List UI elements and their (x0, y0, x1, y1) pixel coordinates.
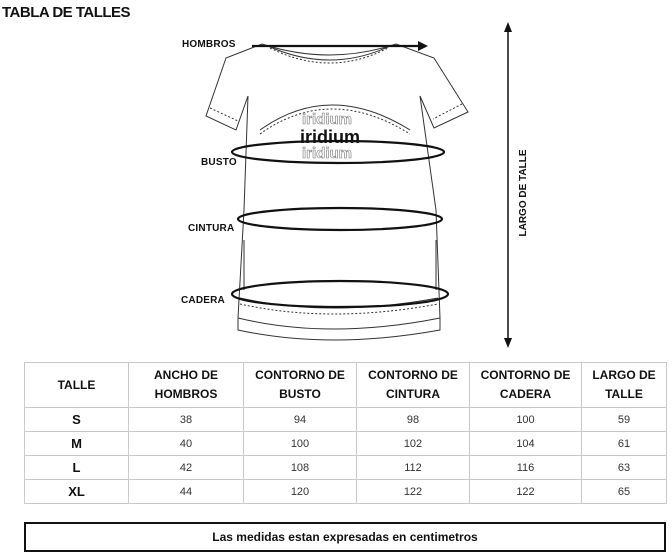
hip-measure-ellipse (232, 281, 448, 307)
value-cell: 100 (470, 408, 582, 432)
value-cell: 104 (470, 432, 582, 456)
iridium-logo (300, 111, 360, 162)
value-cell: 102 (357, 432, 470, 456)
header-talle: TALLE (25, 363, 129, 408)
value-cell: 112 (357, 456, 470, 480)
table-header-row (25, 363, 667, 408)
value-cell: 108 (244, 456, 357, 480)
label-largo-de-talle: LARGO DE TALLE (518, 149, 529, 237)
units-note: Las medidas estan expresadas en centimetros (24, 522, 666, 552)
tshirt-outline (206, 44, 468, 340)
value-cell: 65 (582, 480, 667, 504)
label-cadera: CADERA (181, 295, 225, 306)
table-row (25, 432, 667, 456)
table-row (25, 480, 667, 504)
label-cintura: CINTURA (188, 223, 235, 234)
header-contorno-busto: CONTORNO DE BUSTO (244, 363, 357, 408)
header-contorno-cadera: CONTORNO DE CADERA (470, 363, 582, 408)
value-cell: 122 (357, 480, 470, 504)
value-cell: 40 (129, 432, 244, 456)
value-cell: 98 (357, 408, 470, 432)
value-cell: 59 (582, 408, 667, 432)
value-cell: 122 (470, 480, 582, 504)
size-table (24, 362, 667, 504)
size-cell: S (25, 408, 129, 432)
header-ancho-hombros: ANCHO DE HOMBROS (129, 363, 244, 408)
waist-measure-ellipse (238, 208, 442, 230)
arrow-up-icon (504, 22, 512, 32)
measure-lines (232, 41, 448, 307)
svg-text:iridium: iridium (302, 145, 353, 162)
header-contorno-cintura: CONTORNO DE CINTURA (357, 363, 470, 408)
size-cell: M (25, 432, 129, 456)
svg-text:iridium: iridium (300, 127, 361, 147)
value-cell: 61 (582, 432, 667, 456)
svg-text:iridium: iridium (302, 111, 353, 128)
value-cell: 38 (129, 408, 244, 432)
page-title: TABLA DE TALLES (2, 4, 131, 21)
size-cell: L (25, 456, 129, 480)
value-cell: 100 (244, 432, 357, 456)
length-arrow (504, 22, 512, 348)
arrow-right-icon (418, 41, 428, 51)
label-busto: BUSTO (201, 157, 237, 168)
label-hombros: HOMBROS (182, 39, 236, 50)
value-cell: 116 (470, 456, 582, 480)
header-largo-talle: LARGO DE TALLE (582, 363, 667, 408)
value-cell: 94 (244, 408, 357, 432)
value-cell: 44 (129, 480, 244, 504)
value-cell: 120 (244, 480, 357, 504)
value-cell: 42 (129, 456, 244, 480)
table-row (25, 408, 667, 432)
arrow-down-icon (504, 338, 512, 348)
value-cell: 63 (582, 456, 667, 480)
table-row (25, 456, 667, 480)
size-cell: XL (25, 480, 129, 504)
